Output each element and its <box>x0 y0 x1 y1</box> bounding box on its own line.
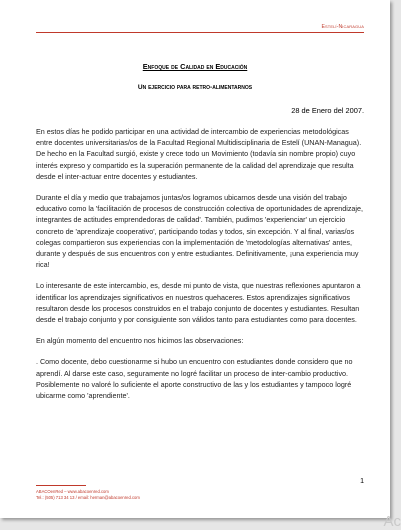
header-location: Estelí-Nicaragua <box>321 24 364 30</box>
document-date: 28 de Enero del 2007. <box>291 106 364 115</box>
document-body <box>36 126 366 411</box>
paragraph: Lo interesante de este intercambio, es, desde mi punto de vista, que nuestras reflexiones apuntaron a identificar los aprendizajes significativos en nuestros quehaceres. Estos aprendizajes significativos resultaron desde los procesos construidos en el trabajo conjunto de docentes y estudiantes. Resultan desde el trabajo conjunto y por consiguiente son válidos tanto para estudiantes como para docentes. <box>36 281 361 325</box>
header-rule <box>36 32 364 33</box>
paragraph: Durante el día y medio que trabajamos juntas/os logramos ubicarnos desde una visión del trabajo educativo como la 'facilitación de procesos de construcción colectiva de oportunidades de aprendizaje, integrantes de actitudes emprendedoras de calidad'. También, pudimos 'experienciar' un ejercicio concreto de 'aprendizaje cooperativo', participando todas y todos, sin excepción. Y al final, varias/os colegas compartieron sus experiencias con la implementación de 'metodologías alternativas' antes, durante y después de sus encuentros con y entre estudiantes. Definitivamente, ¡una experiencia muy rica! <box>36 193 364 270</box>
viewer-corner-label: Ac <box>383 513 401 530</box>
footer-contact: Tel.: (505) 713 34 13 / email: herman@abacoenred.com <box>36 495 140 500</box>
footer-rule <box>36 485 86 486</box>
document-subtitle: Un ejercicio para retro-alimentarnos <box>137 84 253 91</box>
paragraph: . Como docente, debo cuestionarme si hubo un encuentro con estudiantes donde considero que no aprendí. Al darse este caso, seguramente no logré facilitar un proceso de inter-cambio productivo. Posiblemente no valoré lo suficiente el aporte constructivo de las y los estudiantes y tampoco logré ubicarme como 'aprendiente'. <box>36 357 353 401</box>
paragraph: En estos días he podido participar en una actividad de intercambio de experiencias metodológicas entre docentes universitarias/os de la Facultad Regional Multidisciplinaria de Estelí (UNAN-Managua). De hecho en la Facultad surgió, existe y crece todo un Movimiento (todavía sin nombre propio) cuyo interés expreso y compartido es la superación permanente de la calidad del aprendizaje que resulta desde el inter-actuar entre docentes y estudiantes. <box>36 127 362 181</box>
document-title: Enfoque de Calidad en Educación <box>142 62 248 71</box>
footer-organization: ABACOenRed – www.abacoenred.com <box>36 489 109 494</box>
paragraph: En algún momento del encuentro nos hicimos las observaciones: <box>36 336 244 346</box>
page-number: 1 <box>360 478 364 485</box>
